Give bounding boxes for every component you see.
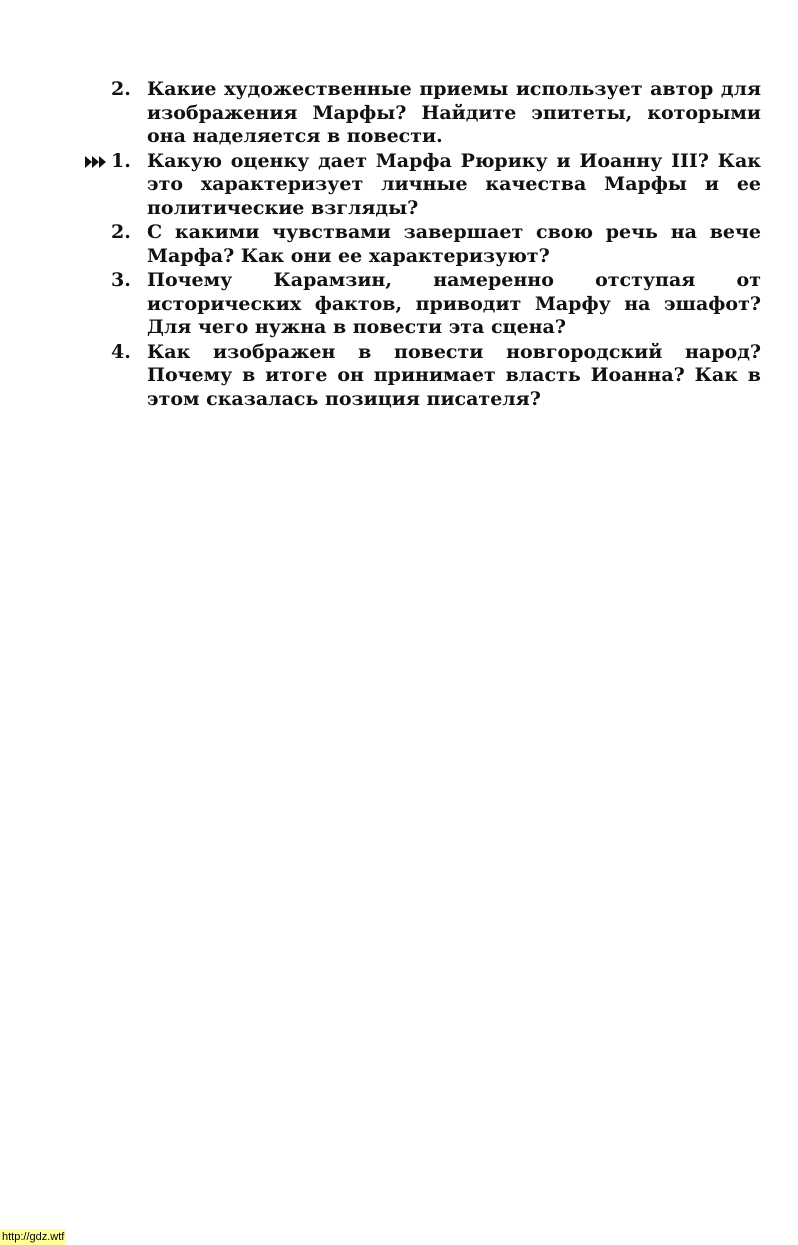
question-list bbox=[0, 78, 798, 412]
question-item bbox=[0, 269, 798, 340]
question-number: 2. bbox=[111, 78, 131, 100]
question-text: Как изображен в повести новгородский народ? Почему в итоге он принимает власть Иоанна? Как в этом сказалась позиция писателя? bbox=[147, 340, 761, 410]
question-number: 3. bbox=[111, 269, 131, 291]
question-number: 4. bbox=[111, 340, 131, 363]
question-number: 1. bbox=[111, 149, 131, 172]
question-text: Какие художественные приемы использует автор для изображения Марфы? Найдите эпитеты, которыми она наделяется в повести. bbox=[147, 78, 761, 147]
question-item bbox=[0, 150, 798, 221]
question-item bbox=[0, 78, 798, 149]
triple-arrow-icon bbox=[84, 154, 108, 170]
question-text: Почему Карамзин, намеренно отступая от исторических фактов, приводит Марфу на эшафот? Для чего нужна в повести эта сцена? bbox=[147, 269, 761, 338]
question-item bbox=[0, 341, 798, 412]
question-number: 2. bbox=[111, 221, 131, 243]
question-text: С какими чувствами завершает свою речь на вече Марфа? Как они ее характеризуют? bbox=[147, 221, 761, 267]
watermark-link[interactable]: http://gdz.wtf bbox=[2, 1231, 65, 1243]
question-text: Какую оценку дает Марфа Рюрику и Иоанну III? Как это характеризует личные качества Марфы и ее политические взгляды? bbox=[147, 149, 761, 219]
question-item bbox=[0, 221, 798, 268]
